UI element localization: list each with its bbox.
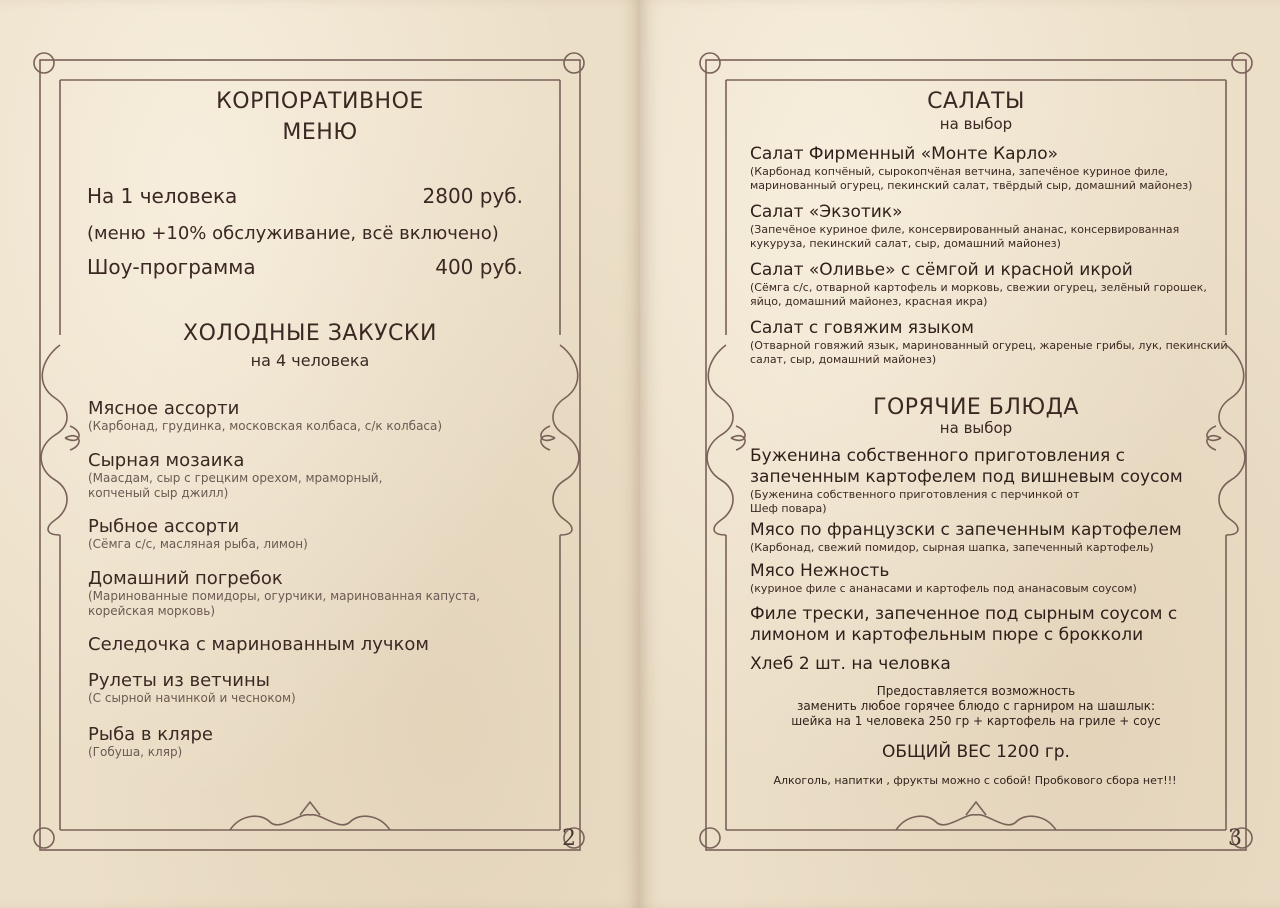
section-subtitle-salads: на выбор [939, 115, 1013, 133]
item-description: (Карбонад копчёный, сырокопчёная ветчина, запечёное куриное филе, маринованный огурец, пекинский салат, твёрдый сыр, домашний майонез) [750, 165, 1193, 192]
list-item [88, 670, 528, 724]
item-description: (Сёмга с/с, масляная рыба, лимон) [88, 537, 308, 551]
price-value: 2800 руб. [422, 184, 523, 208]
option-line: заменить любое горячее блюдо с гарниром на шашлык: [796, 699, 1156, 713]
footer-note: Алкоголь, напитки , фрукты можно с собой! Пробкового сбора нет!!! [773, 774, 1177, 787]
list-item [750, 260, 1230, 318]
list-item [750, 202, 1230, 260]
menu-title-line2: МЕНЮ [282, 120, 358, 145]
item-description: (Маасдам, сыр с грецким орехом, мраморный, копченый сыр джилл) [88, 471, 383, 500]
list-item [88, 398, 528, 450]
price-row-person [87, 184, 523, 218]
item-name: Салат «Экзотик» [750, 202, 903, 222]
total-weight: ОБЩИЙ ВЕС 1200 гр. [882, 742, 1070, 762]
list-item [88, 516, 528, 568]
item-name: Мясо по французски с запеченным картофелем [750, 520, 1182, 540]
item-name: Мясное ассорти [88, 398, 240, 419]
list-item [750, 318, 1230, 376]
item-description: (Запечёное куриное филе, консервированный ананас, консервированная кукуруза, пекинский салат, сыр, домашний майонез) [750, 223, 1180, 250]
list-item [750, 604, 1230, 654]
page-number: 2 [562, 826, 576, 851]
item-description: (куриное филе с ананасами и картофель под ананасовым соусом) [750, 582, 1137, 595]
section-title-hot: ГОРЯЧИЕ БЛЮДА [873, 395, 1079, 420]
list-item [88, 724, 528, 774]
price-row-show [87, 250, 523, 284]
list-item [750, 561, 1230, 604]
item-description: (Отварной говяжий язык, маринованный огурец, жареные грибы, лук, пекинский салат, сыр, домашний майонез) [750, 339, 1228, 366]
item-description: (Гобуша, кляр) [88, 745, 183, 759]
item-name: Рыбное ассорти [88, 516, 240, 537]
item-name: Домашний погребок [88, 568, 283, 589]
price-value: 400 руб. [435, 255, 523, 279]
item-name: Буженина собственного приготовления с запеченным картофелем под вишневым соусом [750, 446, 1183, 487]
salads-list [750, 144, 1230, 376]
list-item [88, 450, 528, 516]
item-description: (Карбонад, свежий помидор, сырная шапка, запеченный картофель) [750, 541, 1154, 554]
list-item [750, 520, 1230, 561]
cold-items-list [88, 398, 528, 774]
item-description: (Карбонад, грудинка, московская колбаса, с/к колбаса) [88, 419, 443, 433]
item-name: Салат Фирменный «Монте Карло» [750, 144, 1059, 164]
menu-page-right [640, 0, 1280, 908]
item-name: Филе трески, запеченное под сырным соусом с лимоном и картофельным пюре с брокколи [750, 604, 1178, 645]
item-name: Сырная мозаика [88, 450, 245, 471]
section-subtitle-hot: на выбор [939, 419, 1013, 437]
item-name: Салат с говяжим языком [750, 318, 974, 338]
item-name: Селедочка с маринованным лучком [88, 634, 430, 655]
section-title-salads: САЛАТЫ [927, 89, 1025, 114]
list-item [750, 654, 1230, 682]
list-item [88, 568, 528, 634]
page-number: 3 [1228, 826, 1242, 851]
list-item [750, 144, 1230, 202]
section-title-cold: ХОЛОДНЫЕ ЗАКУСКИ [183, 321, 437, 346]
option-line: шейка на 1 человека 250 гр + картофель на гриле + соус [791, 714, 1161, 728]
option-line: Предоставляется возможность [876, 684, 1076, 698]
hot-dishes-list [750, 446, 1230, 682]
menu-title-line1: КОРПОРАТИВНОЕ [216, 89, 424, 114]
list-item [750, 446, 1230, 520]
item-description: (Маринованные помидоры, огурчики, маринованная капуста, корейская морковь) [88, 589, 480, 618]
price-label: На 1 человека [87, 184, 238, 208]
list-item [88, 634, 528, 670]
bread-note: Хлеб 2 шт. на человка [750, 654, 951, 674]
item-name: Мясо Нежность [750, 561, 890, 581]
item-name: Рыба в кляре [88, 724, 213, 745]
item-description: (Буженина собственного приготовления с перчинкой от Шеф повара) [750, 488, 1080, 515]
item-name: Рулеты из ветчины [88, 670, 270, 691]
price-label: Шоу-программа [87, 255, 256, 279]
item-description: (Сёмга с/с, отварной картофель и морковь, свежии огурец, зелёный горошек, яйцо, домашний майонез, красная икра) [750, 281, 1207, 308]
section-subtitle-cold: на 4 человека [250, 351, 370, 370]
item-description: (С сырной начинкой и чесноком) [88, 691, 296, 705]
kebab-option-note [726, 684, 1226, 729]
service-note: (меню +10% обслуживание, всё включено) [87, 223, 499, 244]
item-name: Салат «Оливье» с сёмгой и красной икрой [750, 260, 1133, 280]
